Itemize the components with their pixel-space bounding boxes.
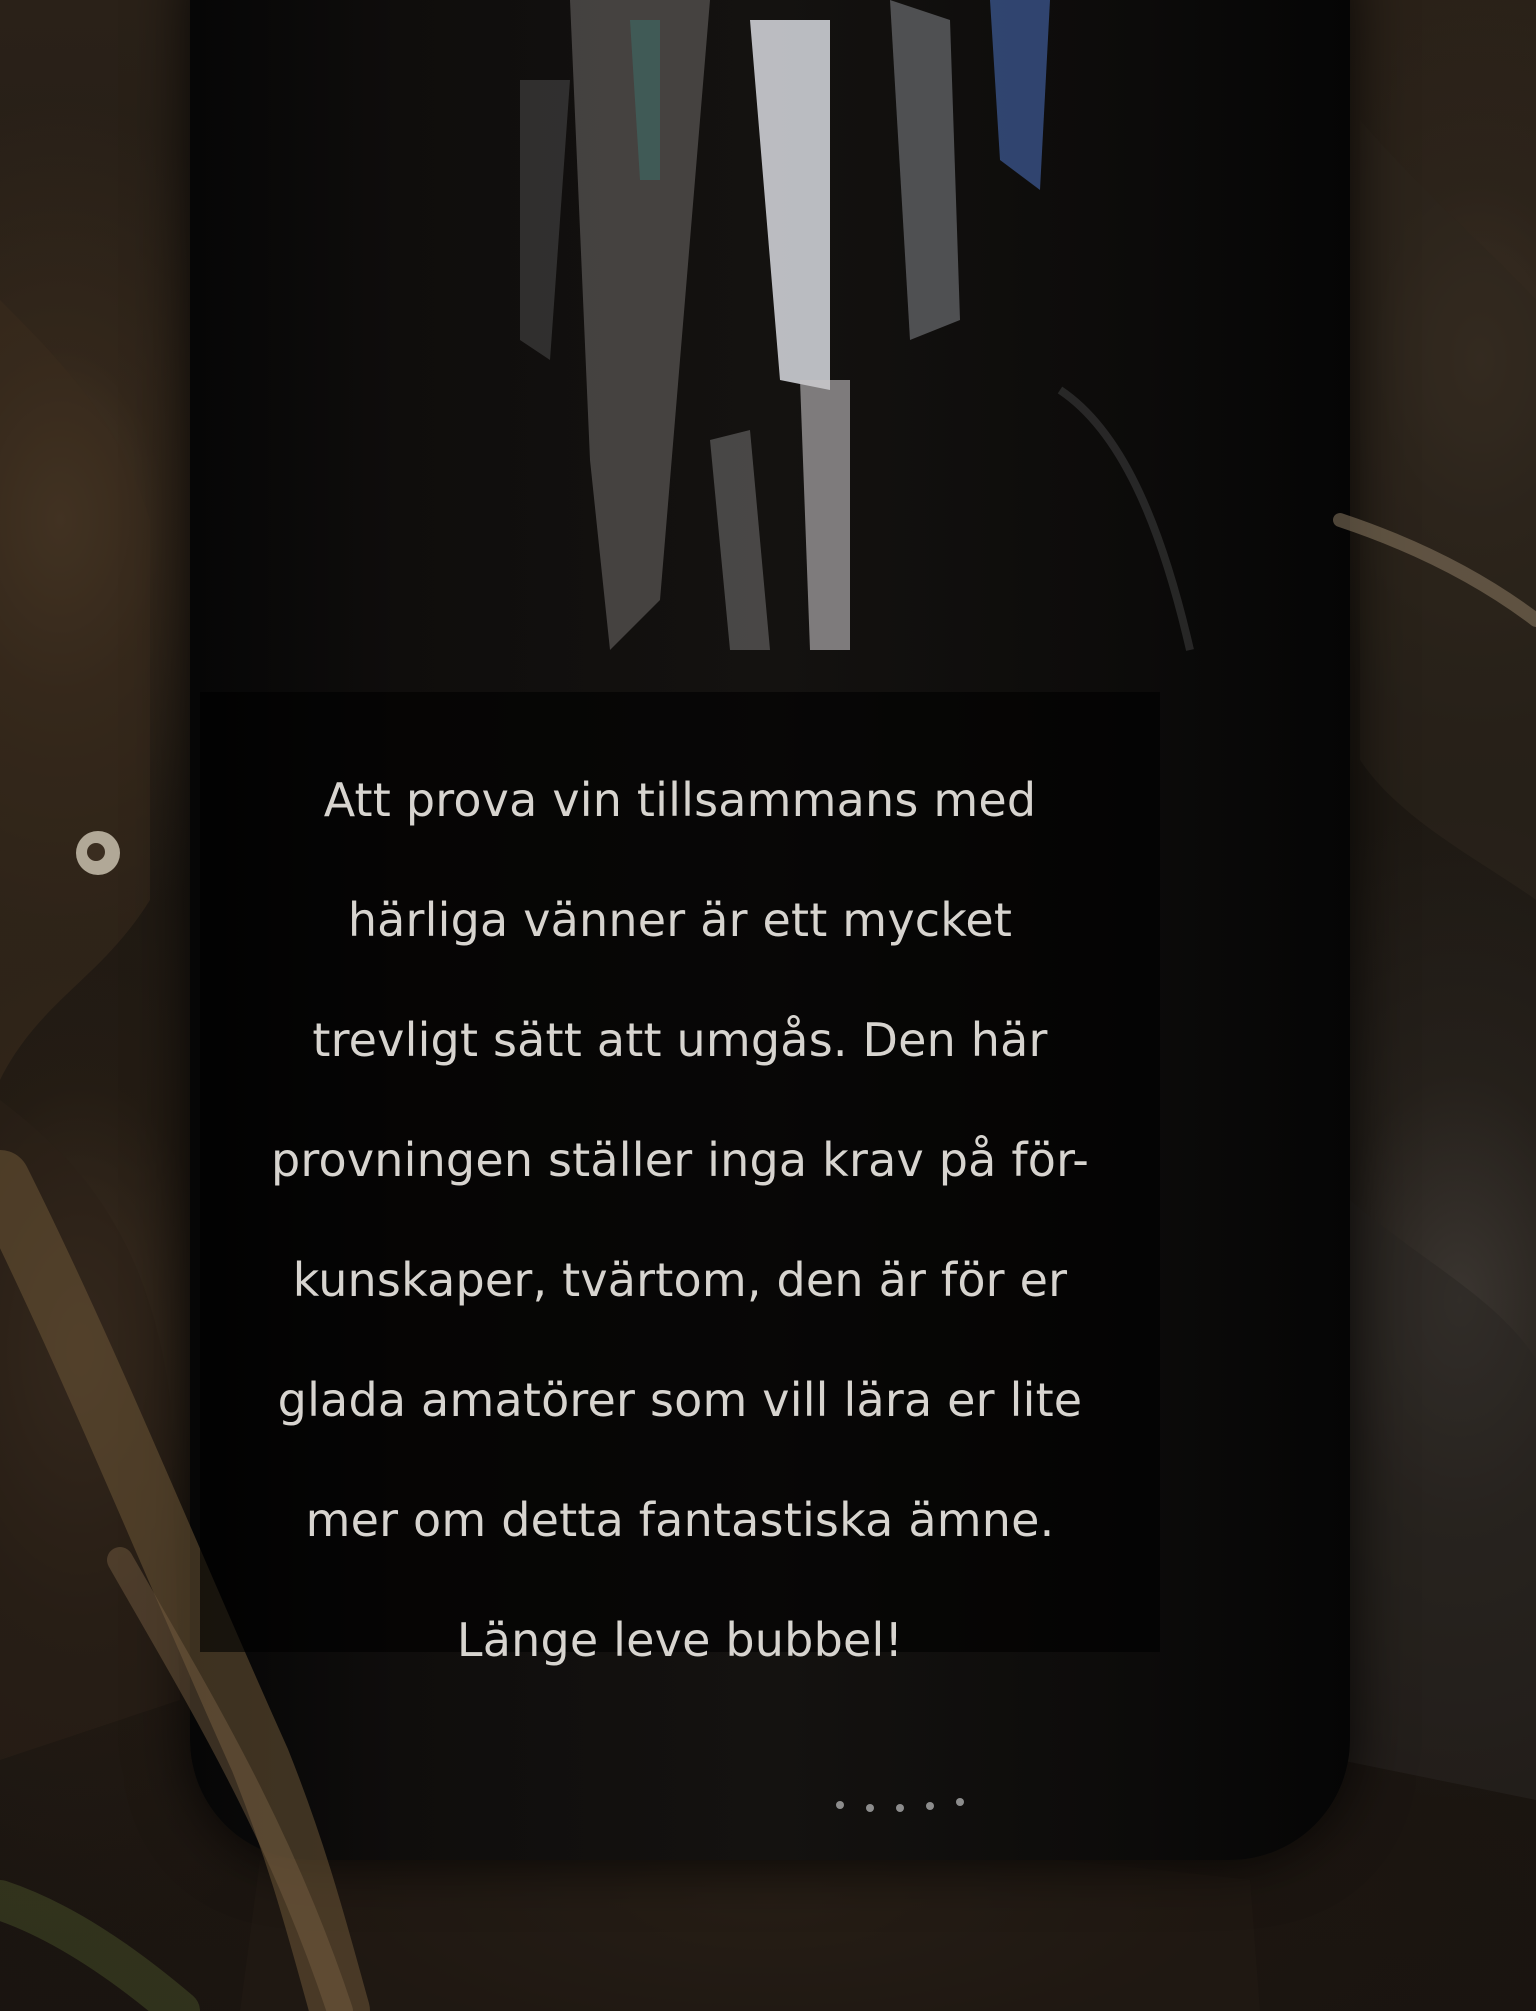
poem-line: trevligt sätt att umgås. Den här xyxy=(312,1013,1048,1067)
poem-line: Länge leve bubbel! xyxy=(456,1613,904,1667)
poem-line: provningen ställer inga krav på för- xyxy=(270,1133,1090,1187)
poem-line: mer om detta fantastiska ämne. xyxy=(305,1493,1055,1547)
poem-line: glada amatörer som vill lära er lite xyxy=(277,1373,1083,1427)
poem-text xyxy=(200,740,1160,1700)
poem-line: kunskaper, tvärtom, den är för er xyxy=(292,1253,1068,1307)
poem-line: härliga vänner är ett mycket xyxy=(347,893,1013,947)
poem-line: Att prova vin tillsammans med xyxy=(323,773,1037,827)
